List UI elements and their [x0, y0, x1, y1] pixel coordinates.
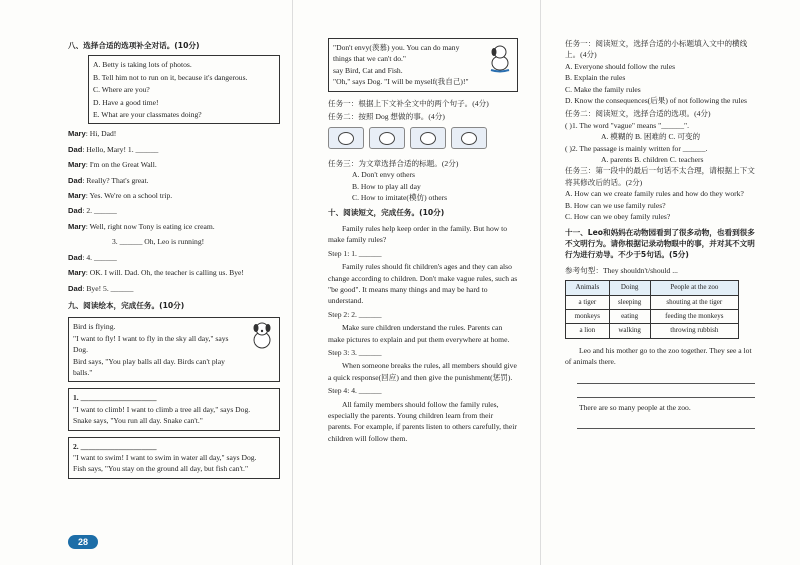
heading-option-b: B. Explain the rules [565, 73, 626, 83]
option-e: E. What are your classmates doing? [93, 110, 202, 120]
story-line: Bird is flying. [73, 322, 116, 332]
question-2-options: A. parents B. children C. teachers [601, 155, 704, 165]
sentence-option-c: C. How can we obey family rules? [565, 212, 671, 222]
dialogue-line: Mary: Hi, Dad! [68, 129, 117, 139]
fold-line-left [292, 0, 293, 565]
header-doing: Doing [609, 281, 650, 295]
dialogue-line: Dad: 4. ______ [68, 252, 117, 262]
table-row [566, 295, 739, 309]
reference-sentence: 参考句型：They shouldn't/should ... [565, 265, 678, 275]
story-line: "Oh," says Dog. "I will be myself(我自己)!" [333, 77, 469, 87]
story-line: Snake says, "You run all day. Snake can't." [73, 416, 203, 426]
sentence-option-a: A. How can we create family rules and how do they work? [565, 189, 744, 199]
step-1-heading: Step 1: 1. ______ [328, 248, 382, 258]
zoo-table [565, 280, 739, 339]
writing-line[interactable] [577, 415, 755, 429]
fold-line-right [540, 0, 541, 565]
task-1-options [565, 61, 755, 107]
page-number: 28 [68, 535, 98, 549]
picture-row [328, 127, 518, 152]
table-header [566, 281, 739, 295]
option-a: A. Betty is taking lots of photos. [93, 60, 192, 70]
question-1: ( )1. The word "vague" means "______". [565, 120, 690, 130]
story-box-final [328, 38, 518, 92]
step-2-text: Make sure children understand the rules. Parents can make pictures to explain and put them everywhere at home. [328, 323, 510, 344]
task-1-instruction: 任务一：阅读短文，选择合适的小标题填入文中的横线上。(4分) [565, 39, 748, 60]
step-4-text: All family members should follow the family rules, especially the parents. Young children learn from their parents. For example, if parents listen to others carefully, their children will follow them. [328, 399, 517, 443]
header-people: People at the zoo [650, 281, 738, 295]
heading-option-d: D. Know the consequences(后果) of not following the rules [565, 96, 747, 106]
dialogue-line: Dad: Hello, Mary! 1. ______ [68, 144, 159, 154]
story-line: "I want to swim! I want to swim in water all day," says Dog. [73, 452, 257, 462]
dialogue-line: Mary: OK. I will. Dad. Oh, the teacher is calling us. Bye! [68, 268, 244, 278]
cell: throwing rubbish [650, 324, 738, 338]
task-3-options [565, 188, 755, 222]
story-box-2 [68, 437, 280, 479]
step-1-text: Family rules should fit children's ages and they can also change according to children. Don't make vague rules, such as "be good". It means many things and may be hard to understand. [328, 262, 518, 306]
cell: a tiger [566, 295, 610, 309]
story-box-1 [68, 388, 280, 430]
table-row [566, 309, 739, 323]
option-d: D. Have a good time! [93, 97, 159, 107]
blank-2: 2. ____________________ [73, 441, 157, 451]
dog-illustration-icon [249, 320, 275, 350]
animals-illustration-icon [487, 43, 513, 73]
section-9-title: 九、阅读绘本，完成任务。(10分) [68, 300, 185, 310]
header-animals: Animals [566, 281, 610, 295]
heading-option-c: C. Make the family rules [565, 84, 641, 94]
cell: feeding the monkeys [650, 309, 738, 323]
column-1 [68, 38, 280, 485]
blank-1: 1. ____________________ [73, 393, 157, 403]
writing-prompt-1: Leo and his mother go to the zoo together. They see a lot of animals there. [565, 345, 752, 367]
cell: a lion [566, 324, 610, 338]
dialogue-line: Mary: I'm on the Great Wall. [68, 160, 157, 170]
task-1-instruction: 任务一：根据上下文补全文中的两个句子。(4分) [328, 98, 489, 108]
task-3-options [328, 169, 518, 203]
writing-prompt-2: There are so many people at the zoo. [579, 402, 691, 412]
story-line: "I want to fly! I want to fly in the sky all day," says Dog. [73, 333, 229, 355]
question-2: ( )2. The passage is mainly written for ______. [565, 143, 708, 153]
picture-1 [328, 127, 364, 149]
column-2 [328, 38, 518, 446]
section-8-options [88, 55, 280, 124]
dialogue-line: Mary: Yes. We're on a school trip. [68, 191, 173, 201]
task-2-instruction: 任务二：阅读短文，选择合适的选项。(4分) [565, 109, 711, 119]
task-3-instruction: 任务三：为文章选择合适的标题。(2分) [328, 158, 459, 168]
story-box-intro [68, 317, 280, 382]
option-b: B. Tell him not to run on it, because it's dangerous. [93, 72, 248, 82]
writing-line[interactable] [577, 384, 755, 398]
dialogue [68, 128, 280, 293]
task-2-instruction: 任务二：按照 Dog 想做的事。(4分) [328, 112, 445, 122]
heading-option-a: A. Everyone should follow the rules [565, 61, 676, 71]
dialogue-line: Dad: 2. ______ [68, 206, 117, 216]
step-3-heading: Step 3: 3. ______ [328, 347, 382, 357]
cell: shouting at the tiger [650, 295, 738, 309]
section-11-title: 十一、Leo和妈妈在动物园看到了很多动物，也看到很多不文明行为。请你根据记录动物眼中的事，并对其不文明行为进行劝导。不少于5句话。(5分) [565, 227, 755, 260]
passage-intro: Family rules help keep order in the family. But how to make family rules? [328, 223, 508, 245]
picture-2 [369, 127, 405, 149]
question-1-options: A. 模糊的 B. 困难的 C. 可变的 [601, 132, 701, 142]
step-4-heading: Step 4: 4. ______ [328, 386, 382, 396]
story-line: "Don't envy(羡慕) you. You can do many things that we can't do." [333, 43, 460, 64]
title-option-a: A. Don't envy others [352, 170, 415, 180]
task-3-instruction: 任务三：第一段中的最后一句话不太合理，请根据上下文将其修改后的话。(2分) [565, 166, 755, 187]
story-line: Bird says, "You play balls all day. Birds can't play balls." [73, 356, 225, 377]
story-line: say Bird, Cat and Fish. [333, 65, 403, 75]
table-row [566, 324, 739, 338]
story-line: "I want to climb! I want to climb a tree all day," says Dog. [73, 404, 251, 414]
cell: sleeping [609, 295, 650, 309]
step-2-heading: Step 2: 2. ______ [328, 309, 382, 319]
cell: walking [609, 324, 650, 338]
cell: monkeys [566, 309, 610, 323]
dialogue-line: Dad: Really? That's great. [68, 175, 149, 185]
step-3-text: When someone breaks the rules, all members should give a quick response(回应) and then give the punishment(惩罚). [328, 361, 517, 382]
title-option-c: C. How to imitate(模仿) others [352, 193, 448, 203]
dialogue-line: Mary: Well, right now Tony is eating ice cream. [68, 221, 215, 231]
title-option-b: B. How to play all day [352, 181, 421, 191]
writing-line[interactable] [577, 370, 755, 384]
sentence-option-b: B. How can we use family rules? [565, 200, 666, 210]
option-c: C. Where are you? [93, 85, 150, 95]
column-3 [565, 38, 755, 429]
cell: eating [609, 309, 650, 323]
picture-3 [410, 127, 446, 149]
dialogue-line: Dad: Bye! 5. ______ [68, 283, 134, 293]
section-8-title: 八、选择合适的选项补全对话。(10分) [68, 41, 200, 50]
story-line: Fish says, "You stay on the ground all day, but fish can't." [73, 464, 249, 474]
dialogue-line: 3. ______ Oh, Leo is running! [112, 237, 205, 247]
picture-4 [451, 127, 487, 149]
section-10-title: 十、阅读短文，完成任务。(10分) [328, 208, 445, 218]
